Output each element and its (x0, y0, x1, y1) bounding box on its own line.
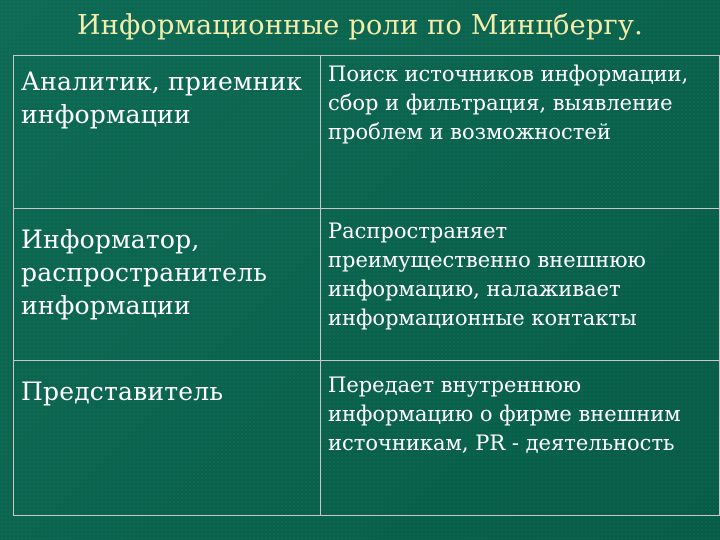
role-cell (14, 209, 321, 361)
description-cell (321, 361, 720, 516)
role-description: Поиск источников информации, сбор и фильтрация, выявление проблем и возможностей (328, 62, 689, 144)
role-description: Передает внутреннюю информацию о фирме внешним источникам, PR - деятельность (328, 373, 681, 455)
role-description: Распространяет преимущественно внешнюю информацию, налаживает информационные контакты (328, 219, 646, 330)
table-row (14, 209, 720, 361)
table-row (14, 361, 720, 516)
role-name: Аналитик, приемник информации (21, 67, 303, 129)
role-cell (14, 56, 321, 209)
description-cell (321, 209, 720, 361)
table-row (14, 56, 720, 209)
description-cell (321, 56, 720, 209)
role-cell (14, 361, 321, 516)
role-name: Информатор, распространитель информации (21, 225, 268, 320)
role-name: Представитель (21, 377, 224, 406)
roles-table (13, 55, 720, 516)
slide-title: Информационные роли по Минцбергу. (76, 10, 644, 41)
